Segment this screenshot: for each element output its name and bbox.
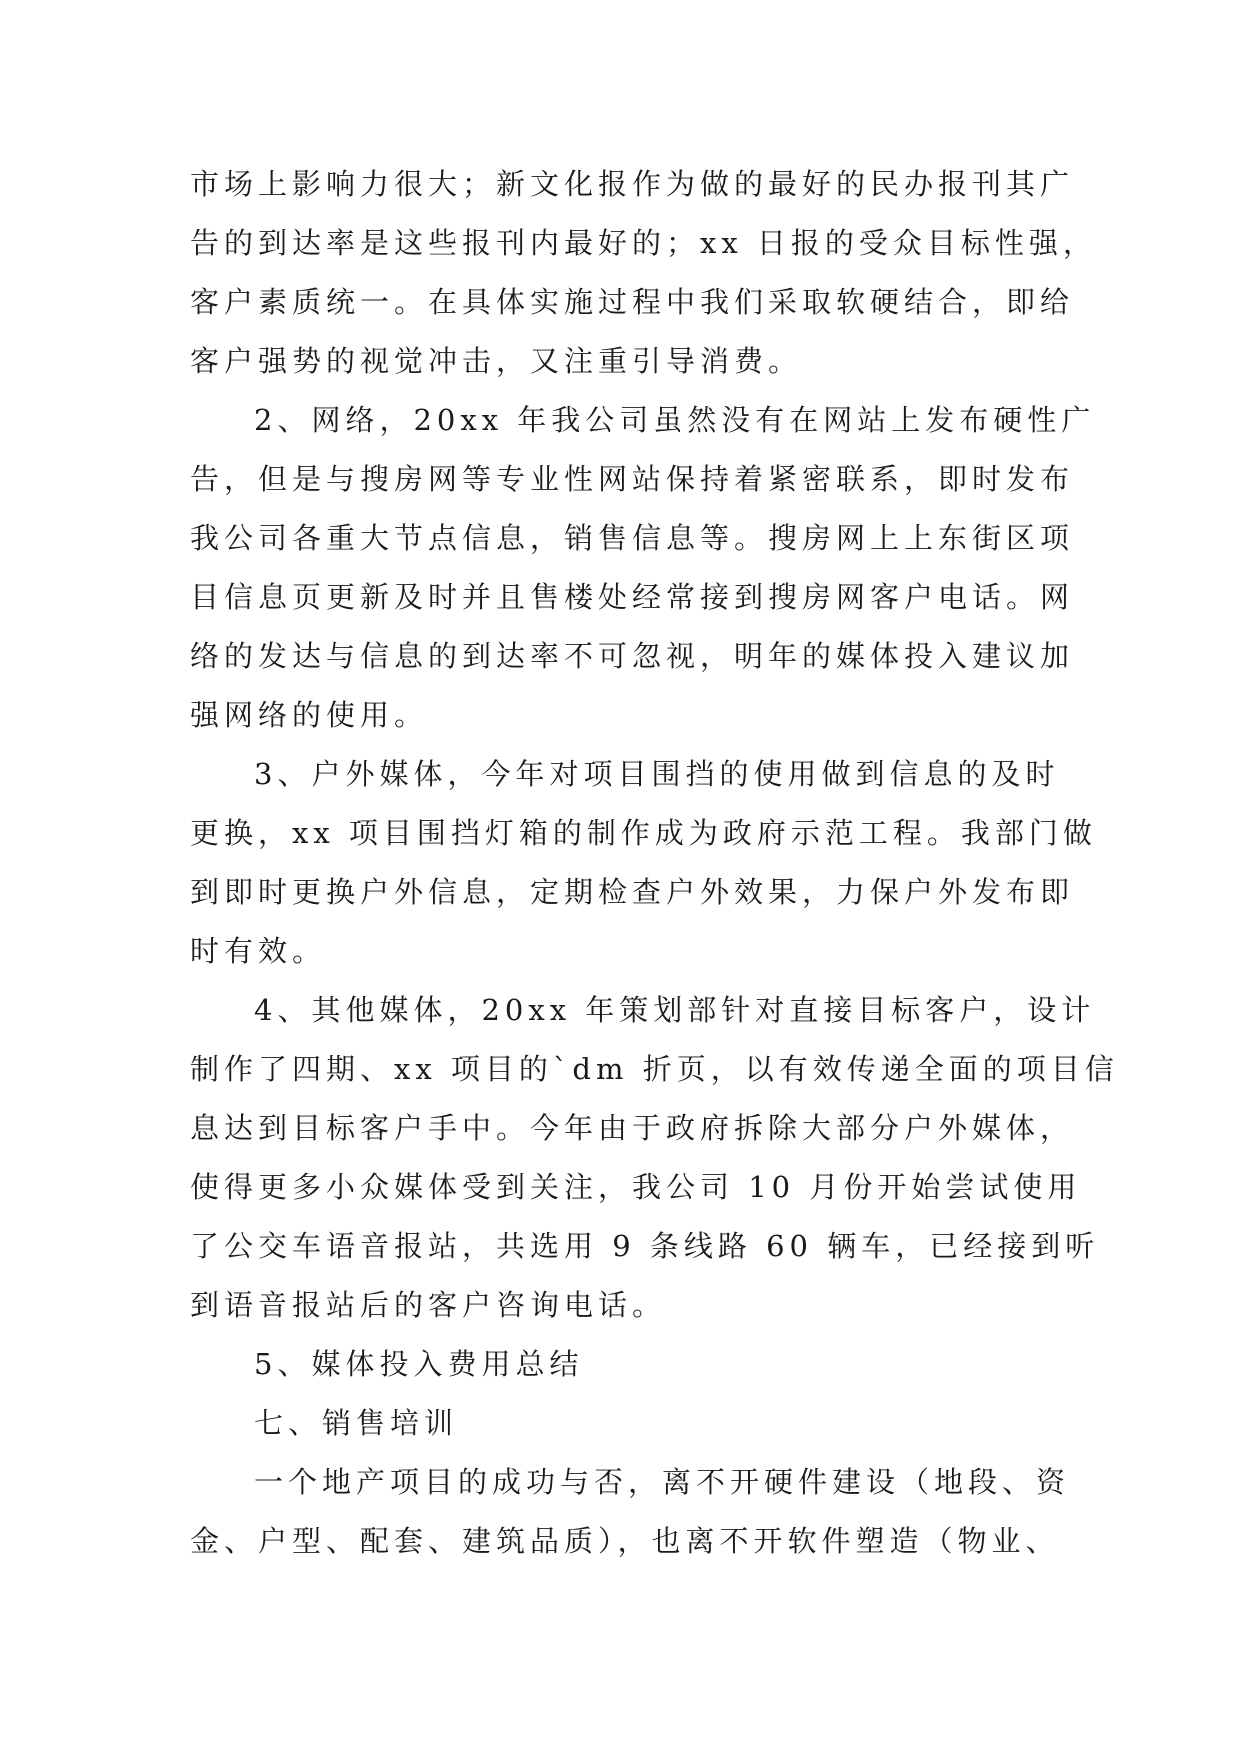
paragraph-line: 息达到目标客户手中。今年由于政府拆除大部分户外媒体， (190, 1111, 1075, 1145)
paragraph-line: 4、其他媒体，20xx 年策划部针对直接目标客户，设计 (254, 993, 1096, 1027)
paragraph-line: 制作了四期、xx 项目的`dm 折页，以有效传递全面的项目信 (190, 1052, 1119, 1086)
paragraph-line: 使得更多小众媒体受到关注，我公司 10 月份开始尝试使用 (190, 1170, 1082, 1204)
paragraph-line: 时有效。 (190, 934, 327, 968)
paragraph-line: 客户强势的视觉冲击，又注重引导消费。 (190, 344, 803, 378)
section-heading: 七、销售培训 (254, 1406, 459, 1440)
paragraph-line: 更换，xx 项目围挡灯箱的制作成为政府示范工程。我部门做 (190, 816, 1097, 850)
paragraph-line: 络的发达与信息的到达率不可忽视，明年的媒体投入建议加 (190, 639, 1075, 673)
paragraph-line: 我公司各重大节点信息，销售信息等。搜房网上上东街区项 (190, 521, 1075, 555)
section-heading: 5、媒体投入费用总结 (254, 1347, 584, 1381)
paragraph-line: 告的到达率是这些报刊内最好的；xx 日报的受众目标性强， (190, 226, 1097, 260)
document-body (190, 155, 1119, 1571)
paragraph-line: 一个地产项目的成功与否，离不开硬件建设（地段、资 (254, 1465, 1071, 1499)
paragraph-line: 到语音报站后的客户咨询电话。 (190, 1288, 667, 1322)
paragraph-line: 市场上影响力很大；新文化报作为做的最好的民办报刊其广 (190, 167, 1075, 201)
paragraph-line: 2、网络，20xx 年我公司虽然没有在网站上发布硬性广 (254, 403, 1096, 437)
paragraph-line: 了公交车语音报站，共选用 9 条线路 60 辆车，已经接到听 (190, 1229, 1100, 1263)
paragraph-line: 强网络的使用。 (190, 698, 429, 732)
paragraph-line: 告，但是与搜房网等专业性网站保持着紧密联系，即时发布 (190, 462, 1075, 496)
paragraph-line: 金、户型、配套、建筑品质），也离不开软件塑造（物业、 (190, 1524, 1060, 1558)
paragraph-line: 目信息页更新及时并且售楼处经常接到搜房网客户电话。网 (190, 580, 1075, 614)
paragraph-line: 到即时更换户外信息，定期检查户外效果，力保户外发布即 (190, 875, 1075, 909)
paragraph-line: 客户素质统一。在具体实施过程中我们采取软硬结合，即给 (190, 285, 1075, 319)
paragraph-line: 3、户外媒体，今年对项目围挡的使用做到信息的及时 (254, 757, 1060, 791)
